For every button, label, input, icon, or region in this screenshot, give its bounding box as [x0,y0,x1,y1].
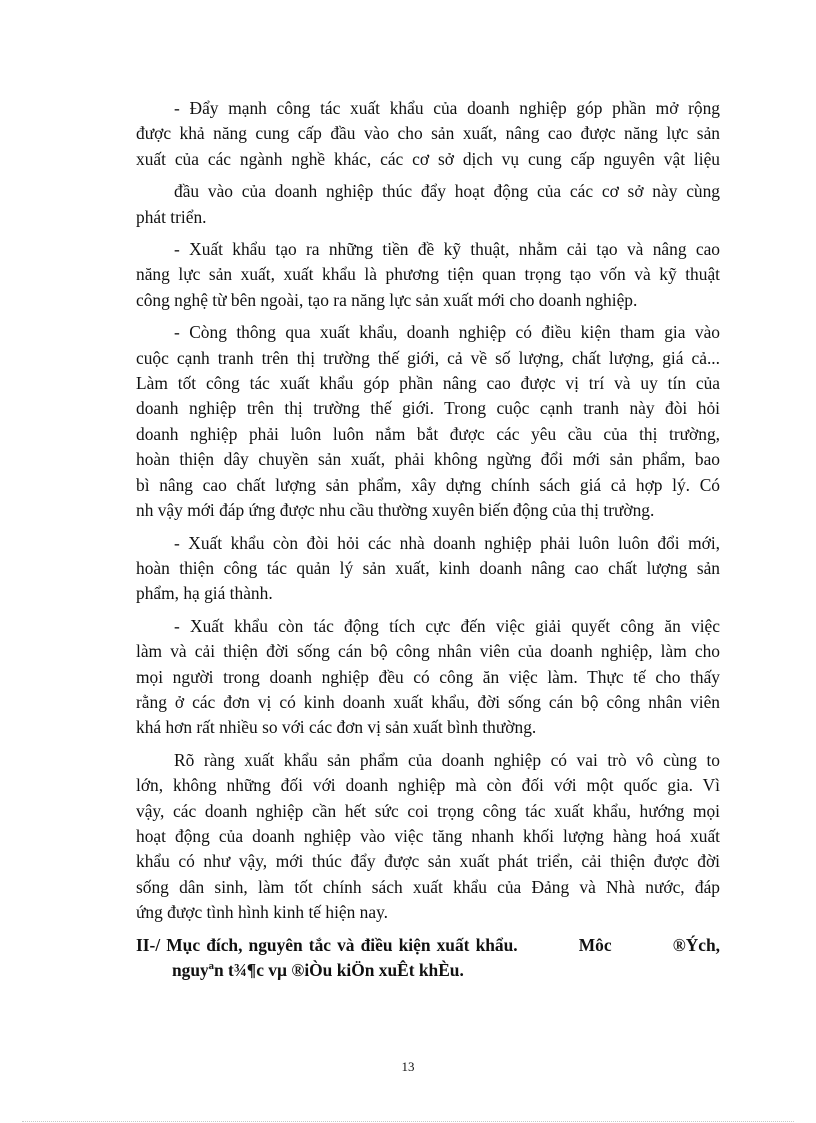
heading-line: nguyªn t¾¶c vµ ®iÒu kiÖn xuÊt khÈu. [172,960,464,980]
text-line: - Xuất khẩu tạo ra những tiền đề kỹ thuật, nhằm cải tạo và nâng cao [174,239,720,260]
paragraph-gap [136,313,720,320]
paragraph-5 [136,531,720,607]
page-number: 13 [401,1059,415,1074]
text-line: công nghệ từ bên ngoài, tạo ra năng lực sản xuất mới cho doanh nghiệp. [136,289,638,310]
text-line: làm và cải thiện đời sống cán bộ công nhân viên của doanh nghiệp, làm cho [136,641,720,662]
paragraph-3 [136,237,720,313]
paragraph-1 [136,96,720,172]
text-line: vậy, các doanh nghiệp cần hết sức coi trọng công tác xuất khẩu, hướng mọi [136,800,720,821]
text-line: - Xuất khẩu còn đòi hỏi các nhà doanh nghiệp phải luôn luôn đổi mới, [174,532,720,553]
paragraph-gap [136,741,720,748]
text-line: - Đẩy mạnh công tác xuất khẩu của doanh nghiệp góp phần mở rộng [174,98,720,118]
paragraph-2 [136,179,720,230]
paragraph-6 [136,614,720,741]
text-line: doanh nghiệp phải luôn luôn nắm bắt được các yêu cầu của thị trường, [136,423,720,444]
text-line: xuất của các ngành nghề khác, các cơ sở dịch vụ cung cấp nguyên vật liệu [136,148,720,169]
text-line: hoạt động của doanh nghiệp vào việc tăng nhanh khối lượng hàng hoá xuất [136,825,720,846]
text-line: rằng ở các đơn vị có kinh doanh xuất khẩu, đời sống cán bộ công nhân viên [136,691,720,712]
heading-line: II-/ Mục đích, nguyên tắc và điều kiện xuất khẩu. Môc ®Ých, [136,934,720,955]
text-line: năng lực sản xuất, xuất khẩu là phương tiện quan trọng tạo vốn và kỹ thuật [136,264,720,285]
paragraph-gap [136,172,720,179]
text-line: hoàn thiện công tác quản lý sản xuất, kinh doanh nâng cao chất lượng sản [136,557,720,578]
text-line: nh vậy mới đáp ứng được nhu cầu thường xuyên biến động của thị trường. [136,500,655,521]
footer-divider [22,1121,794,1122]
text-line: ứng được tình hình kinh tế hiện nay. [136,902,388,923]
paragraph-gap [136,524,720,531]
paragraph-4 [136,320,720,523]
paragraph-gap [136,607,720,614]
paragraph-7 [136,748,720,926]
text-line: - Xuất khẩu còn tác động tích cực đến việc giải quyết công ăn việc [174,615,720,636]
paragraph-gap [136,926,720,933]
text-line: cuộc cạnh tranh trên thị trường thế giới, cả về số lượng, chất lượng, giá cả... [136,347,720,368]
text-line: phẩm, hạ giá thành. [136,583,273,604]
text-line: lớn, không những đối với doanh nghiệp mà còn đối với một quốc gia. Vì [136,775,720,796]
text-line: khá hơn rất nhiều so với các đơn vị sản xuất bình thường. [136,717,537,738]
document-page [136,96,720,983]
section-heading [136,933,720,984]
text-line: bì nâng cao chất lượng sản phẩm, xây dựng chính sách giá cả hợp lý. Có [136,474,720,495]
text-line: sống dân sinh, làm tốt chính sách xuất khẩu của Đảng và Nhà nước, đáp [136,876,720,897]
text-line: được khả năng cung cấp đầu vào cho sản xuất, nâng cao được năng lực sản [136,123,720,144]
text-line: đầu vào của doanh nghiệp thúc đẩy hoạt động của các cơ sở này cùng [174,181,720,202]
paragraph-gap [136,230,720,237]
text-line: Rõ ràng xuất khẩu sản phẩm của doanh nghiệp có vai trò vô cùng to [174,749,720,770]
text-line: hoàn thiện dây chuyền sản xuất, phải không ngừng đổi mới sản phẩm, bao [136,449,720,470]
text-line: phát triển. [136,206,207,227]
text-line: doanh nghiệp trên thị trường thế giới. Trong cuộc cạnh tranh này đòi hỏi [136,398,720,419]
text-line: mọi người trong doanh nghiệp đều có công ăn việc làm. Thực tế cho thấy [136,666,720,687]
text-line: Làm tốt công tác xuất khẩu góp phần nâng cao được vị trí và uy tín của [136,373,720,394]
text-line: khẩu có như vậy, mới thúc đẩy được sản xuất phát triển, cải thiện được đời [136,851,720,872]
text-line: - Còng thông qua xuất khẩu, doanh nghiệp có điều kiện tham gia vào [174,322,720,343]
